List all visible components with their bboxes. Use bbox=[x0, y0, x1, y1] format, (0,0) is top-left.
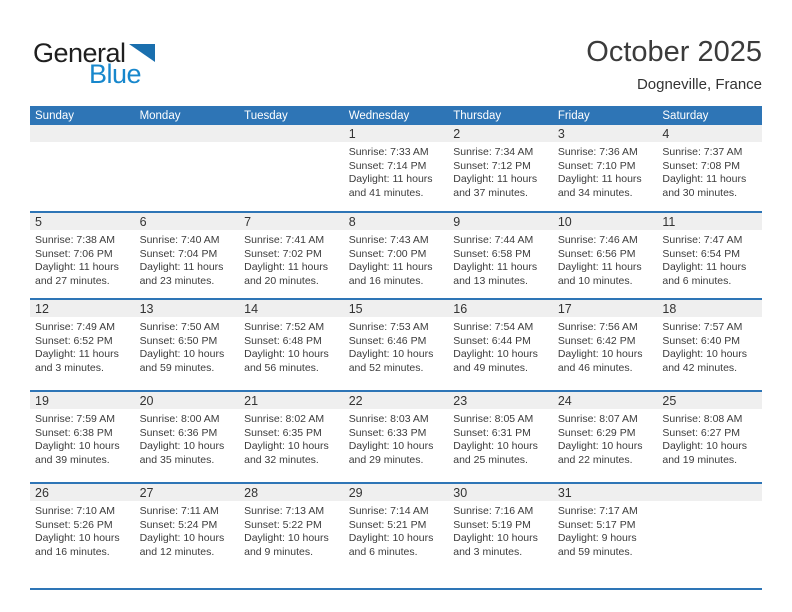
date-band bbox=[657, 125, 762, 142]
date-band bbox=[30, 125, 135, 142]
daylight-text-line1: Daylight: 10 hours bbox=[348, 532, 434, 544]
day-cell-20 bbox=[135, 391, 240, 483]
daylight-text-line2: and 37 minutes. bbox=[453, 186, 528, 199]
date-band bbox=[553, 300, 658, 317]
daylight-text-line2: and 16 minutes. bbox=[348, 274, 424, 287]
daylight-text-line2: and 13 minutes. bbox=[453, 274, 528, 287]
daylight-text-line1: Daylight: 10 hours bbox=[557, 440, 643, 452]
daylight-text-line2: and 41 minutes. bbox=[348, 186, 424, 199]
day-info bbox=[239, 230, 344, 288]
daylight-text-line1: Daylight: 11 hours bbox=[557, 261, 642, 273]
title-block bbox=[586, 36, 762, 93]
day-cell-4 bbox=[657, 125, 762, 212]
general-blue-logo bbox=[33, 40, 193, 90]
logo-text-blue: Blue bbox=[89, 59, 142, 89]
sunrise-text: Sunrise: 7:43 AM bbox=[348, 234, 429, 246]
daylight-text-line1: Daylight: 10 hours bbox=[35, 440, 120, 452]
day-info bbox=[135, 230, 240, 288]
date-band bbox=[239, 213, 344, 230]
day-info bbox=[657, 317, 762, 375]
date-band bbox=[344, 300, 449, 317]
sunrise-text: Sunrise: 7:44 AM bbox=[453, 234, 534, 246]
daylight-text-line1: Daylight: 11 hours bbox=[662, 261, 747, 273]
day-info bbox=[448, 317, 553, 375]
sunrise-text: Sunrise: 7:49 AM bbox=[35, 321, 115, 333]
day-info bbox=[657, 142, 762, 200]
sunrise-text: Sunrise: 7:57 AM bbox=[662, 321, 743, 333]
date-band bbox=[344, 125, 449, 142]
sunset-text: Sunset: 6:42 PM bbox=[557, 334, 636, 347]
sunset-text: Sunset: 6:36 PM bbox=[139, 426, 218, 439]
day-info bbox=[30, 409, 135, 467]
date-band bbox=[30, 213, 135, 230]
sunset-text: Sunset: 6:48 PM bbox=[244, 334, 322, 347]
weekday-header-wednesday: Wednesday bbox=[344, 106, 449, 125]
day-info bbox=[30, 142, 135, 146]
sunset-text: Sunset: 7:00 PM bbox=[348, 247, 427, 260]
daylight-text-line2: and 59 minutes. bbox=[139, 361, 215, 374]
daylight-text-line1: Daylight: 11 hours bbox=[453, 261, 538, 273]
sunset-text: Sunset: 6:56 PM bbox=[557, 247, 636, 260]
date-band bbox=[30, 484, 135, 501]
daylight-text-line1: Daylight: 10 hours bbox=[35, 532, 120, 544]
day-cell-26 bbox=[30, 483, 135, 589]
sunrise-text: Sunrise: 7:56 AM bbox=[557, 321, 638, 333]
weekday-header-tuesday: Tuesday bbox=[239, 106, 344, 125]
day-number: 12 bbox=[35, 302, 49, 316]
daylight-text-line1: Daylight: 10 hours bbox=[453, 440, 538, 452]
sunset-text: Sunset: 6:50 PM bbox=[139, 334, 218, 347]
sunset-text: Sunset: 6:31 PM bbox=[453, 426, 531, 439]
day-info bbox=[553, 317, 658, 375]
calendar-body bbox=[30, 125, 762, 589]
day-number: 2 bbox=[453, 127, 461, 141]
day-cell-21 bbox=[239, 391, 344, 483]
sunset-text: Sunset: 6:58 PM bbox=[453, 247, 531, 260]
date-band bbox=[448, 125, 553, 142]
daylight-text-line2: and 3 minutes. bbox=[35, 361, 104, 374]
date-band bbox=[344, 213, 449, 230]
daylight-text-line1: Daylight: 11 hours bbox=[453, 173, 538, 185]
date-band bbox=[553, 125, 658, 142]
date-band bbox=[657, 300, 762, 317]
daylight-text-line1: Daylight: 10 hours bbox=[139, 348, 225, 360]
date-band bbox=[239, 300, 344, 317]
date-band bbox=[448, 484, 553, 501]
day-number: 21 bbox=[244, 394, 259, 408]
date-band bbox=[344, 484, 449, 501]
day-cell-22 bbox=[344, 391, 449, 483]
daylight-text-line1: Daylight: 10 hours bbox=[139, 440, 225, 452]
daylight-text-line2: and 59 minutes. bbox=[557, 545, 633, 558]
day-cell-1 bbox=[344, 125, 449, 212]
day-cell-30 bbox=[448, 483, 553, 589]
date-band bbox=[448, 392, 553, 409]
day-info bbox=[239, 501, 344, 559]
date-band bbox=[553, 213, 658, 230]
day-cell-14 bbox=[239, 299, 344, 391]
sunrise-text: Sunrise: 7:40 AM bbox=[139, 234, 220, 246]
daylight-text-line2: and 23 minutes. bbox=[139, 274, 215, 287]
day-number: 18 bbox=[662, 302, 677, 316]
sunrise-text: Sunrise: 8:07 AM bbox=[557, 413, 638, 425]
sunrise-text: Sunrise: 7:14 AM bbox=[348, 505, 429, 517]
daylight-text-line2: and 22 minutes. bbox=[557, 453, 633, 466]
sunrise-text: Sunrise: 7:13 AM bbox=[244, 505, 325, 517]
empty-day-cell bbox=[30, 125, 135, 212]
week-row bbox=[30, 391, 762, 483]
day-number: 30 bbox=[453, 486, 468, 500]
daylight-text-line1: Daylight: 10 hours bbox=[348, 440, 434, 452]
day-cell-5 bbox=[30, 212, 135, 299]
page-subtitle: Dogneville, France bbox=[636, 76, 762, 94]
daylight-text-line1: Daylight: 10 hours bbox=[244, 532, 329, 544]
sunset-text: Sunset: 5:26 PM bbox=[35, 518, 113, 531]
week-row bbox=[30, 483, 762, 589]
date-band bbox=[448, 300, 553, 317]
date-band bbox=[239, 125, 344, 142]
daylight-text-line1: Daylight: 10 hours bbox=[244, 440, 329, 452]
week-row bbox=[30, 212, 762, 299]
daylight-text-line2: and 34 minutes. bbox=[557, 186, 633, 199]
day-cell-28 bbox=[239, 483, 344, 589]
day-cell-19 bbox=[30, 391, 135, 483]
day-number: 16 bbox=[453, 302, 468, 316]
daylight-text-line2: and 3 minutes. bbox=[453, 545, 523, 558]
day-number bbox=[135, 127, 140, 141]
sunrise-text: Sunrise: 7:54 AM bbox=[453, 321, 534, 333]
logo-text-general: General bbox=[33, 38, 126, 68]
day-number bbox=[30, 127, 35, 141]
daylight-text-line1: Daylight: 11 hours bbox=[244, 261, 328, 273]
day-cell-24 bbox=[553, 391, 658, 483]
day-number bbox=[657, 486, 662, 500]
sunset-text: Sunset: 5:24 PM bbox=[139, 518, 218, 531]
day-info bbox=[448, 230, 553, 288]
day-number: 14 bbox=[244, 302, 259, 316]
day-info bbox=[448, 142, 553, 200]
weekday-header-friday: Friday bbox=[553, 106, 658, 125]
sunrise-text: Sunrise: 7:47 AM bbox=[662, 234, 743, 246]
day-info bbox=[553, 142, 658, 200]
sunrise-text: Sunrise: 8:08 AM bbox=[662, 413, 743, 425]
sunset-text: Sunset: 6:40 PM bbox=[662, 334, 741, 347]
day-number: 22 bbox=[348, 394, 363, 408]
sunset-text: Sunset: 6:35 PM bbox=[244, 426, 322, 439]
sunrise-text: Sunrise: 8:03 AM bbox=[348, 413, 429, 425]
sunrise-text: Sunrise: 7:16 AM bbox=[453, 505, 534, 517]
day-info bbox=[344, 142, 449, 200]
day-number: 4 bbox=[662, 127, 670, 141]
weekday-header-monday: Monday bbox=[135, 106, 240, 125]
daylight-text-line2: and 35 minutes. bbox=[139, 453, 215, 466]
day-number: 9 bbox=[453, 215, 461, 229]
day-cell-10 bbox=[553, 212, 658, 299]
day-cell-31 bbox=[553, 483, 658, 589]
day-info bbox=[135, 409, 240, 467]
day-number: 26 bbox=[35, 486, 49, 500]
daylight-text-line1: Daylight: 11 hours bbox=[139, 261, 224, 273]
day-number bbox=[239, 127, 244, 141]
day-number: 11 bbox=[662, 215, 676, 229]
daylight-text-line1: Daylight: 10 hours bbox=[453, 532, 538, 544]
sunset-text: Sunset: 7:12 PM bbox=[453, 159, 531, 172]
sunrise-text: Sunrise: 7:11 AM bbox=[139, 505, 219, 517]
day-number: 10 bbox=[557, 215, 572, 229]
sunrise-text: Sunrise: 7:33 AM bbox=[348, 146, 429, 158]
sunrise-text: Sunrise: 8:02 AM bbox=[244, 413, 325, 425]
day-info bbox=[239, 142, 344, 146]
date-band bbox=[135, 213, 240, 230]
daylight-text-line2: and 42 minutes. bbox=[662, 361, 738, 374]
sunrise-text: Sunrise: 7:53 AM bbox=[348, 321, 429, 333]
day-info bbox=[553, 230, 658, 288]
daylight-text-line2: and 16 minutes. bbox=[35, 545, 110, 558]
day-number: 31 bbox=[557, 486, 572, 500]
day-cell-7 bbox=[239, 212, 344, 299]
daylight-text-line1: Daylight: 10 hours bbox=[244, 348, 329, 360]
page-title: October 2025 bbox=[586, 36, 762, 68]
daylight-text-line2: and 39 minutes. bbox=[35, 453, 110, 466]
daylight-text-line2: and 27 minutes. bbox=[35, 274, 110, 287]
daylight-text-line2: and 12 minutes. bbox=[139, 545, 215, 558]
day-cell-18 bbox=[657, 299, 762, 391]
day-number: 28 bbox=[244, 486, 259, 500]
date-band bbox=[30, 300, 135, 317]
daylight-text-line1: Daylight: 11 hours bbox=[662, 173, 747, 185]
daylight-text-line1: Daylight: 10 hours bbox=[139, 532, 225, 544]
sunset-text: Sunset: 5:19 PM bbox=[453, 518, 531, 531]
day-cell-23 bbox=[448, 391, 553, 483]
sunset-text: Sunset: 7:08 PM bbox=[662, 159, 741, 172]
daylight-text-line2: and 52 minutes. bbox=[348, 361, 424, 374]
day-number: 25 bbox=[662, 394, 677, 408]
daylight-text-line2: and 25 minutes. bbox=[453, 453, 528, 466]
date-band bbox=[553, 392, 658, 409]
sunset-text: Sunset: 6:27 PM bbox=[662, 426, 741, 439]
daylight-text-line1: Daylight: 11 hours bbox=[348, 173, 433, 185]
day-number: 1 bbox=[348, 127, 356, 141]
daylight-text-line2: and 49 minutes. bbox=[453, 361, 528, 374]
weekday-header-sunday: Sunday bbox=[30, 106, 135, 125]
empty-day-cell bbox=[239, 125, 344, 212]
sunrise-text: Sunrise: 7:37 AM bbox=[662, 146, 743, 158]
day-number: 19 bbox=[35, 394, 49, 408]
day-info bbox=[135, 317, 240, 375]
day-cell-15 bbox=[344, 299, 449, 391]
date-band bbox=[657, 484, 762, 501]
daylight-text-line1: Daylight: 10 hours bbox=[662, 440, 748, 452]
sunset-text: Sunset: 7:14 PM bbox=[348, 159, 427, 172]
day-info bbox=[30, 501, 135, 559]
date-band bbox=[135, 484, 240, 501]
daylight-text-line2: and 19 minutes. bbox=[662, 453, 738, 466]
sunset-text: Sunset: 6:54 PM bbox=[662, 247, 741, 260]
sunrise-text: Sunrise: 7:38 AM bbox=[35, 234, 115, 246]
week-row bbox=[30, 299, 762, 391]
sunset-text: Sunset: 6:29 PM bbox=[557, 426, 636, 439]
day-cell-25 bbox=[657, 391, 762, 483]
sunset-text: Sunset: 6:44 PM bbox=[453, 334, 531, 347]
day-cell-27 bbox=[135, 483, 240, 589]
date-band bbox=[30, 392, 135, 409]
date-band bbox=[657, 213, 762, 230]
day-number: 6 bbox=[139, 215, 147, 229]
calendar-table bbox=[30, 106, 762, 590]
day-number: 23 bbox=[453, 394, 468, 408]
sunset-text: Sunset: 7:02 PM bbox=[244, 247, 322, 260]
sunset-text: Sunset: 7:06 PM bbox=[35, 247, 113, 260]
weekday-header-thursday: Thursday bbox=[448, 106, 553, 125]
sunrise-text: Sunrise: 7:10 AM bbox=[35, 505, 115, 517]
date-band bbox=[239, 484, 344, 501]
sunset-text: Sunset: 6:46 PM bbox=[348, 334, 427, 347]
day-cell-8 bbox=[344, 212, 449, 299]
daylight-text-line2: and 32 minutes. bbox=[244, 453, 319, 466]
day-info bbox=[239, 317, 344, 375]
date-band bbox=[553, 484, 658, 501]
date-band bbox=[239, 392, 344, 409]
weekday-header-saturday: Saturday bbox=[657, 106, 762, 125]
daylight-text-line2: and 6 minutes. bbox=[348, 545, 418, 558]
daylight-text-line2: and 46 minutes. bbox=[557, 361, 633, 374]
day-info bbox=[344, 409, 449, 467]
day-number: 29 bbox=[348, 486, 363, 500]
day-number: 17 bbox=[557, 302, 572, 316]
day-info bbox=[344, 317, 449, 375]
daylight-text-line2: and 20 minutes. bbox=[244, 274, 319, 287]
day-cell-29 bbox=[344, 483, 449, 589]
day-cell-9 bbox=[448, 212, 553, 299]
day-cell-6 bbox=[135, 212, 240, 299]
daylight-text-line2: and 10 minutes. bbox=[557, 274, 633, 287]
sunset-text: Sunset: 5:22 PM bbox=[244, 518, 322, 531]
day-cell-2 bbox=[448, 125, 553, 212]
daylight-text-line1: Daylight: 11 hours bbox=[35, 261, 119, 273]
sunrise-text: Sunrise: 7:36 AM bbox=[557, 146, 638, 158]
day-number: 7 bbox=[244, 215, 252, 229]
day-info bbox=[553, 409, 658, 467]
day-info bbox=[657, 501, 762, 505]
day-number: 15 bbox=[348, 302, 363, 316]
daylight-text-line1: Daylight: 11 hours bbox=[557, 173, 642, 185]
day-cell-11 bbox=[657, 212, 762, 299]
empty-day-cell bbox=[135, 125, 240, 212]
day-cell-12 bbox=[30, 299, 135, 391]
date-band bbox=[344, 392, 449, 409]
day-info bbox=[30, 230, 135, 288]
day-number: 5 bbox=[35, 215, 42, 229]
empty-day-cell bbox=[657, 483, 762, 589]
daylight-text-line2: and 29 minutes. bbox=[348, 453, 424, 466]
day-info bbox=[30, 317, 135, 375]
daylight-text-line2: and 30 minutes. bbox=[662, 186, 738, 199]
weekday-header-row bbox=[30, 106, 762, 125]
day-info bbox=[448, 501, 553, 559]
sunrise-text: Sunrise: 7:46 AM bbox=[557, 234, 638, 246]
date-band bbox=[135, 392, 240, 409]
daylight-text-line2: and 6 minutes. bbox=[662, 274, 732, 287]
day-number: 3 bbox=[557, 127, 565, 141]
daylight-text-line2: and 56 minutes. bbox=[244, 361, 319, 374]
day-info bbox=[344, 501, 449, 559]
daylight-text-line1: Daylight: 9 hours bbox=[557, 532, 637, 544]
sunset-text: Sunset: 7:10 PM bbox=[557, 159, 636, 172]
day-info bbox=[657, 230, 762, 288]
daylight-text-line1: Daylight: 10 hours bbox=[348, 348, 434, 360]
day-info bbox=[239, 409, 344, 467]
daylight-text-line1: Daylight: 10 hours bbox=[453, 348, 538, 360]
sunset-text: Sunset: 5:17 PM bbox=[557, 518, 636, 531]
sunrise-text: Sunrise: 7:17 AM bbox=[557, 505, 638, 517]
day-info bbox=[448, 409, 553, 467]
sunrise-text: Sunrise: 7:41 AM bbox=[244, 234, 325, 246]
sunrise-text: Sunrise: 8:00 AM bbox=[139, 413, 220, 425]
daylight-text-line1: Daylight: 11 hours bbox=[35, 348, 119, 360]
sunrise-text: Sunrise: 7:59 AM bbox=[35, 413, 115, 425]
date-band bbox=[135, 125, 240, 142]
date-band bbox=[657, 392, 762, 409]
day-number: 13 bbox=[139, 302, 154, 316]
sunset-text: Sunset: 6:52 PM bbox=[35, 334, 113, 347]
daylight-text-line2: and 9 minutes. bbox=[244, 545, 314, 558]
sunset-text: Sunset: 6:38 PM bbox=[35, 426, 113, 439]
day-cell-3 bbox=[553, 125, 658, 212]
week-row bbox=[30, 125, 762, 212]
sunrise-text: Sunrise: 8:05 AM bbox=[453, 413, 534, 425]
sunset-text: Sunset: 6:33 PM bbox=[348, 426, 427, 439]
day-number: 20 bbox=[139, 394, 154, 408]
date-band bbox=[135, 300, 240, 317]
sunrise-text: Sunrise: 7:50 AM bbox=[139, 321, 220, 333]
daylight-text-line1: Daylight: 10 hours bbox=[557, 348, 643, 360]
day-cell-17 bbox=[553, 299, 658, 391]
day-info bbox=[344, 230, 449, 288]
day-info bbox=[135, 501, 240, 559]
sunrise-text: Sunrise: 7:34 AM bbox=[453, 146, 534, 158]
day-cell-16 bbox=[448, 299, 553, 391]
date-band bbox=[448, 213, 553, 230]
day-info bbox=[657, 409, 762, 467]
daylight-text-line1: Daylight: 11 hours bbox=[348, 261, 433, 273]
day-number: 8 bbox=[348, 215, 356, 229]
day-info bbox=[553, 501, 658, 559]
daylight-text-line1: Daylight: 10 hours bbox=[662, 348, 748, 360]
day-number: 27 bbox=[139, 486, 154, 500]
sunrise-text: Sunrise: 7:52 AM bbox=[244, 321, 325, 333]
day-cell-13 bbox=[135, 299, 240, 391]
sunset-text: Sunset: 5:21 PM bbox=[348, 518, 427, 531]
sunset-text: Sunset: 7:04 PM bbox=[139, 247, 218, 260]
day-number: 24 bbox=[557, 394, 572, 408]
day-info bbox=[135, 142, 240, 146]
